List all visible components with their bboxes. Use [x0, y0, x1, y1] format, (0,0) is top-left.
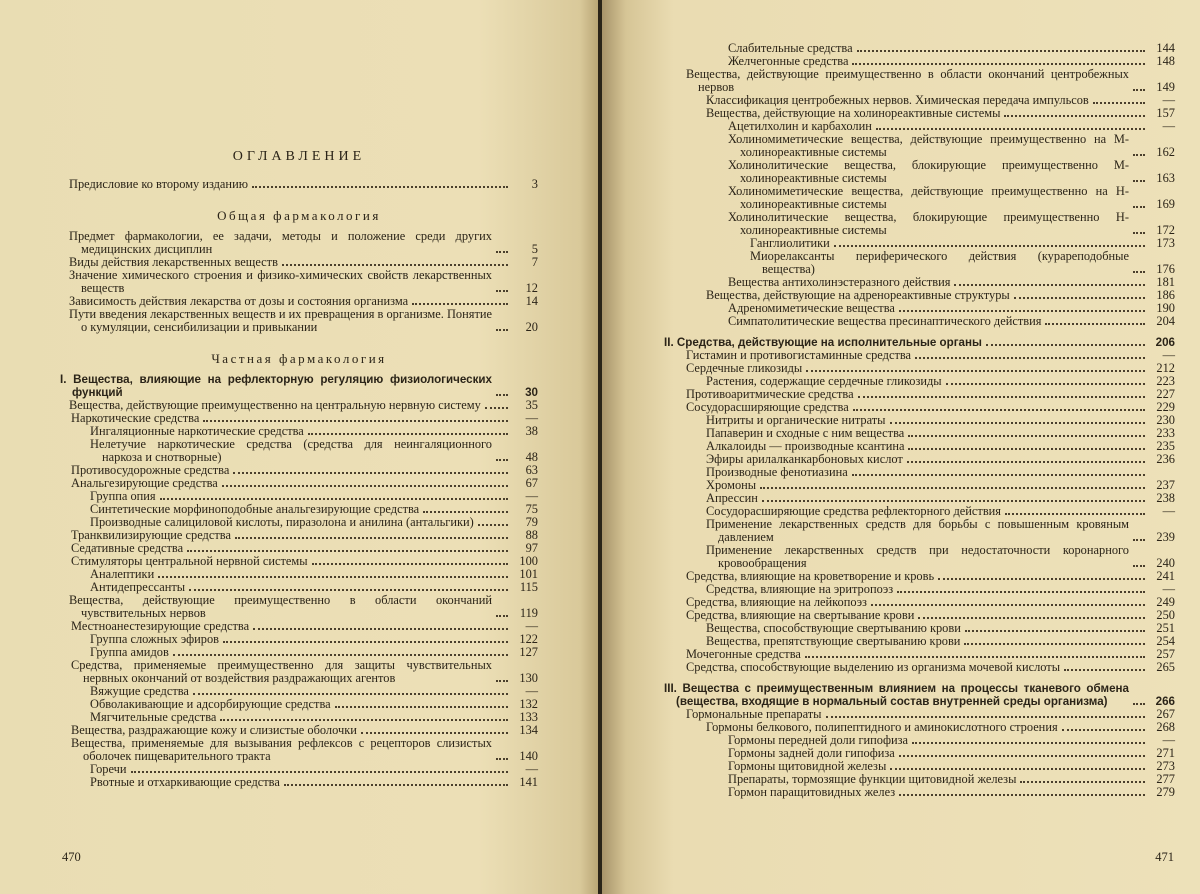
entry-page: 241 [1156, 569, 1175, 583]
dot-leader [946, 383, 1145, 385]
entry-page: — [525, 684, 538, 698]
entry-text: Наркотические средства [71, 411, 200, 425]
dot-leader [1133, 271, 1145, 273]
dot-leader [496, 290, 508, 292]
left-toc [60, 150, 538, 789]
dot-leader [222, 485, 508, 487]
entry-text: Классификация центробежных нервов. Химическая передача импульсов [706, 93, 1089, 107]
entry-text: Анальгезирующие средства [71, 476, 218, 490]
entry-text: Производные салициловой кислоты, пиразолона и анилина (антальгики) [90, 515, 474, 529]
dot-leader [485, 407, 508, 409]
dot-leader [335, 706, 508, 708]
entry-page: 100 [519, 554, 538, 568]
dot-leader [986, 344, 1145, 346]
entry-text: Адреномиметические вещества [728, 301, 895, 315]
toc-entry [69, 594, 538, 620]
dot-leader [496, 251, 508, 253]
entry-text: Группа сложных эфиров [90, 632, 219, 646]
dot-leader [423, 511, 508, 513]
entry-text: Слабительные средства [728, 41, 853, 55]
entry-text: Гистамин и противогистаминные средства [686, 348, 912, 362]
entry-text: Сосудорасширяющие средства рефлекторного действия [706, 504, 1002, 518]
toc-list-continued [664, 42, 1175, 799]
right-page [602, 0, 1200, 894]
dot-leader [760, 487, 1145, 489]
entry-page: — [525, 489, 538, 503]
dot-leader [964, 643, 1145, 645]
toc-entry [686, 661, 1175, 674]
entry-text: Средства, влияющие на свертывание крови [686, 608, 915, 622]
dot-leader [954, 284, 1145, 286]
dot-leader [834, 245, 1145, 247]
entry-page: 257 [1156, 647, 1175, 661]
dot-leader [189, 589, 508, 591]
entry-text: Стимуляторы центральной нервной системы [71, 554, 308, 568]
entry-text: Применение лекарственных средств при недостаточности коронарного кровообращения [706, 543, 1129, 570]
entry-text: Гормоны передней доли гипофиза [728, 733, 909, 747]
general-pharmacology-list [60, 230, 538, 334]
toc-entry [706, 518, 1175, 544]
dot-leader [223, 641, 508, 643]
entry-text: Симпатолитические вещества пресинаптического действия [728, 314, 1042, 328]
dot-leader [496, 394, 508, 396]
entry-page: 140 [519, 749, 538, 763]
entry-text: Вещества, способствующие свертыванию крови [706, 621, 961, 635]
dot-leader [912, 742, 1145, 744]
entry-page: 249 [1156, 595, 1175, 609]
entry-page: 157 [1156, 106, 1175, 120]
toc-part-heading [664, 682, 1175, 708]
entry-page: 268 [1156, 720, 1175, 734]
dot-leader [1014, 297, 1145, 299]
entry-page: 254 [1156, 634, 1175, 648]
dot-leader [938, 578, 1145, 580]
dot-leader [876, 128, 1145, 130]
entry-text: Седативные средства [71, 541, 184, 555]
entry-text: Предисловие ко второму изданию [69, 177, 248, 191]
entry-page: 141 [519, 775, 538, 789]
dot-leader [1062, 729, 1145, 731]
dot-leader [1093, 102, 1145, 104]
dot-leader [899, 755, 1145, 757]
dot-leader [852, 63, 1145, 65]
toc-entry [90, 776, 538, 789]
dot-leader [233, 472, 508, 474]
entry-page: 181 [1156, 275, 1175, 289]
dot-leader [496, 615, 508, 617]
dot-leader [1133, 180, 1145, 182]
entry-text: Миорелаксанты периферического действия (курареподобные вещества) [750, 249, 1129, 276]
entry-text: Холиномиметические вещества, действующие преимущественно на Н-холинореактивные системы [728, 184, 1129, 211]
dot-leader [220, 719, 508, 721]
dot-leader [187, 550, 508, 552]
entry-page: 75 [525, 502, 538, 516]
entry-page: 38 [525, 424, 538, 438]
entry-page: — [1162, 119, 1175, 133]
entry-text: Гормон паращитовидных желез [728, 785, 896, 799]
entry-text: Гормоны щитовидной железы [728, 759, 887, 773]
toc-entry [69, 308, 538, 334]
dot-leader [762, 500, 1145, 502]
dot-leader [899, 310, 1145, 312]
entry-page: 162 [1156, 145, 1175, 159]
page-number-right: 471 [1155, 850, 1174, 864]
toc-entry [706, 479, 1175, 492]
entry-page: 212 [1156, 361, 1175, 375]
entry-text: Нелетучие наркотические средства (средства для неингаляционного наркоза и снотворные) [90, 437, 492, 464]
entry-page: 67 [525, 476, 538, 490]
dot-leader [852, 474, 1145, 476]
entry-text: Средства, влияющие на кроветворение и кровь [686, 569, 935, 583]
entry-page: 5 [531, 242, 538, 256]
entry-page: — [1162, 582, 1175, 596]
entry-page: 88 [525, 528, 538, 542]
dot-leader [253, 628, 508, 630]
entry-text: Ацетилхолин и карбахолин [728, 119, 872, 133]
section-heading-general: Общая фармакология [217, 208, 381, 223]
entry-text: Антидепрессанты [90, 580, 186, 594]
entry-page: 173 [1156, 236, 1175, 250]
dot-leader [412, 303, 508, 305]
toc-title: ОГЛАВЛЕНИЕ [232, 149, 366, 164]
entry-text: Средства, влияющие на эритропоэз [706, 582, 894, 596]
dot-leader [858, 396, 1145, 398]
entry-page: 3 [531, 177, 538, 191]
right-toc [664, 42, 1175, 799]
entry-text: Вещества, раздражающие кожу и слизистые оболочки [71, 723, 357, 737]
toc-entry [686, 68, 1175, 94]
dot-leader [965, 630, 1145, 632]
entry-page: 236 [1156, 452, 1175, 466]
entry-text: Значение химического строения и физико-химических свойств лекарственных веществ [69, 268, 492, 295]
entry-page: 97 [525, 541, 538, 555]
entry-page: 233 [1156, 426, 1175, 440]
dot-leader [899, 794, 1145, 796]
entry-page: 240 [1156, 556, 1175, 570]
entry-text: Гормональные препараты [686, 707, 822, 721]
entry-text: Холиномиметические вещества, действующие преимущественно на М-холинореактивные системы [728, 132, 1129, 159]
entry-page: 277 [1156, 772, 1175, 786]
dot-leader [918, 617, 1145, 619]
dot-leader [908, 448, 1145, 450]
entry-page: 271 [1156, 746, 1175, 760]
entry-page: 48 [525, 450, 538, 464]
entry-page: 227 [1156, 387, 1175, 401]
entry-text: Обволакивающие и адсорбирующие средства [90, 697, 331, 711]
dot-leader [1133, 206, 1145, 208]
entry-page: — [1162, 733, 1175, 747]
entry-page: 265 [1156, 660, 1175, 674]
dot-leader [361, 732, 508, 734]
entry-text: Группа опия [90, 489, 156, 503]
dot-leader [1133, 703, 1145, 705]
entry-text: Синтетические морфиноподобные анальгезирующие средства [90, 502, 420, 516]
entry-text: III. Вещества с преимущественным влиянием на процессы тканевого обмена (вещества, входящие в нормальный состав внутренней среды организма) [664, 682, 1129, 708]
toc-entry [71, 659, 538, 685]
dot-leader [284, 784, 508, 786]
entry-text: Вещества, применяемые для вызывания рефлексов с рецепторов слизистых оболочек пищеварительного тракта [71, 736, 492, 763]
entry-page: 238 [1156, 491, 1175, 505]
entry-page: — [525, 411, 538, 425]
entry-page: 237 [1156, 478, 1175, 492]
entry-text: Противоаритмические средства [686, 387, 854, 401]
entry-page: 230 [1156, 413, 1175, 427]
entry-page: 132 [519, 697, 538, 711]
entry-page: 163 [1156, 171, 1175, 185]
dot-leader [173, 654, 508, 656]
entry-text: Группа амидов [90, 645, 169, 659]
entry-page: 250 [1156, 608, 1175, 622]
entry-page: 176 [1156, 262, 1175, 276]
entry-page: 130 [519, 671, 538, 685]
toc-entry [90, 438, 538, 464]
entry-page: 101 [519, 567, 538, 581]
entry-text: Вяжущие средства [90, 684, 189, 698]
entry-page: 206 [1155, 336, 1175, 349]
left-page [0, 0, 598, 894]
entry-text: Предмет фармакологии, ее задачи, методы и положение среди других медицинских дисциплин [69, 229, 492, 256]
entry-text: Нитриты и органические нитраты [706, 413, 886, 427]
dot-leader [805, 656, 1145, 658]
dot-leader [897, 591, 1145, 593]
dot-leader [871, 604, 1145, 606]
dot-leader [496, 758, 508, 760]
entry-page: 20 [525, 320, 538, 334]
dot-leader [1004, 115, 1145, 117]
entry-page: 251 [1156, 621, 1175, 635]
dot-leader [282, 264, 508, 266]
dot-leader [478, 524, 508, 526]
entry-text: Вещества, действующие преимущественно в области окончаний чувствительных нервов [69, 593, 492, 620]
entry-text: Производные фенотиазина [706, 465, 848, 479]
dot-leader [131, 771, 508, 773]
entry-text: Горечи [90, 762, 127, 776]
entry-page: 172 [1156, 223, 1175, 237]
dot-leader [1020, 781, 1145, 783]
dot-leader [890, 768, 1145, 770]
toc-entry [728, 786, 1175, 799]
dot-leader [1133, 539, 1145, 541]
entry-text: Аналептики [90, 567, 155, 581]
entry-text: Алкалоиды — производные ксантина [706, 439, 905, 453]
entry-page: 35 [525, 398, 538, 412]
entry-text: Папаверин и сходные с ним вещества [706, 426, 905, 440]
entry-text: Транквилизирующие средства [71, 528, 231, 542]
entry-text: Ингаляционные наркотические средства [90, 424, 304, 438]
dot-leader [857, 50, 1145, 52]
entry-page: 148 [1156, 54, 1175, 68]
special-pharmacology-list [60, 373, 538, 789]
dot-leader [915, 357, 1145, 359]
entry-text: Препараты, тормозящие функции щитовидной железы [728, 772, 1017, 786]
entry-page: 149 [1156, 80, 1175, 94]
entry-text: Хромоны [706, 478, 757, 492]
entry-page: — [1162, 348, 1175, 362]
entry-text: Холинолитические вещества, блокирующие преимущественно Н-холинореактивные системы [728, 210, 1129, 237]
entry-page: 279 [1156, 785, 1175, 799]
entry-page: 186 [1156, 288, 1175, 302]
entry-page: 223 [1156, 374, 1175, 388]
toc-entry [728, 133, 1175, 159]
dot-leader [312, 563, 508, 565]
entry-text: Противосудорожные средства [71, 463, 230, 477]
entry-text: Вещества, препятствующие свертыванию крови [706, 634, 961, 648]
entry-page: 267 [1156, 707, 1175, 721]
entry-text: I. Вещества, влияющие на рефлекторную регуляцию физиологических функций [60, 373, 492, 399]
dot-leader [1133, 565, 1145, 567]
entry-text: Вещества, действующие преимущественно на центральную нервную систему [69, 398, 481, 412]
entry-page: 79 [525, 515, 538, 529]
dot-leader [235, 537, 508, 539]
entry-text: Ганглиолитики [750, 236, 830, 250]
entry-text: Вещества антихолинэстеразного действия [728, 275, 951, 289]
entry-page: 63 [525, 463, 538, 477]
dot-leader [496, 680, 508, 682]
entry-text: Гормоны белкового, полипептидного и аминокислотного строения [706, 720, 1058, 734]
entry-page: 14 [525, 294, 538, 308]
section-heading-special: Частная фармакология [211, 351, 387, 366]
toc-entry [706, 466, 1175, 479]
entry-page: 30 [525, 386, 538, 399]
dot-leader [907, 461, 1145, 463]
entry-text: Местноанестезирующие средства [71, 619, 250, 633]
entry-page: — [1162, 93, 1175, 107]
entry-text: Вещества, действующие на адренореактивные структуры [706, 288, 1010, 302]
dot-leader [203, 420, 508, 422]
entry-text: Желчегонные средства [728, 54, 849, 68]
dot-leader [806, 370, 1145, 372]
entry-page: — [525, 762, 538, 776]
entry-text: Апрессин [706, 491, 758, 505]
entry-page: 144 [1156, 41, 1175, 55]
entry-page: 122 [519, 632, 538, 646]
entry-page: 115 [519, 580, 538, 594]
dot-leader [308, 433, 508, 435]
entry-page: 12 [525, 281, 538, 295]
entry-text: II. Средства, действующие на исполнительные органы [664, 336, 982, 349]
entry-page: 169 [1156, 197, 1175, 211]
entry-page: 204 [1156, 314, 1175, 328]
entry-page: — [525, 619, 538, 633]
entry-text: Пути введения лекарственных веществ и их превращения в организме. Понятие о кумуляции, сенсибилизации и привыкании [69, 307, 492, 334]
dot-leader [1133, 232, 1145, 234]
entry-text: Гормоны задней доли гипофиза [728, 746, 895, 760]
dot-leader [252, 186, 508, 188]
dot-leader [160, 498, 508, 500]
toc-entry [69, 269, 538, 295]
toc-entry [728, 211, 1175, 237]
entry-text: Вещества, действующие на холинореактивные системы [706, 106, 1001, 120]
dot-leader [908, 435, 1145, 437]
entry-page: 235 [1156, 439, 1175, 453]
dot-leader [1005, 513, 1145, 515]
dot-leader [1045, 323, 1145, 325]
entry-text: Сосудорасширяющие средства [686, 400, 849, 414]
entry-page: 127 [519, 645, 538, 659]
entry-text: Холинолитические вещества, блокирующие преимущественно М-холинореактивные системы [728, 158, 1129, 185]
toc-entry [728, 185, 1175, 211]
dot-leader [853, 409, 1145, 411]
entry-page: 133 [519, 710, 538, 724]
toc-entry [750, 250, 1175, 276]
entry-text: Растения, содержащие сердечные гликозиды [706, 374, 942, 388]
toc-part-heading [60, 373, 538, 399]
entry-page: 266 [1155, 695, 1175, 708]
toc-entry-preface [69, 178, 538, 191]
entry-text: Рвотные и отхаркивающие средства [90, 775, 280, 789]
entry-page: — [1162, 504, 1175, 518]
entry-page: 229 [1156, 400, 1175, 414]
dot-leader [1064, 669, 1145, 671]
entry-text: Мочегонные средства [686, 647, 801, 661]
entry-text: Эфиры арилалканкарбоновых кислот [706, 452, 903, 466]
dot-leader [496, 329, 508, 331]
entry-text: Применение лекарственных средств для борьбы с повышенным кровяным давлением [706, 517, 1129, 544]
entry-text: Средства, применяемые преимущественно для защиты чувствительных нервных окончаний от воздействия раздражающих агентов [71, 658, 492, 685]
dot-leader [496, 459, 508, 461]
dot-leader [1133, 154, 1145, 156]
entry-text: Вещества, действующие преимущественно в области окончаний центробежных нервов [686, 67, 1129, 94]
entry-page: 119 [519, 606, 538, 620]
entry-text: Зависимость действия лекарства от дозы и состояния организма [69, 294, 409, 308]
dot-leader [890, 422, 1145, 424]
entry-page: 134 [519, 723, 538, 737]
entry-text: Средства, способствующие выделению из организма мочевой кислоты [686, 660, 1061, 674]
dot-leader [158, 576, 508, 578]
entry-text: Сердечные гликозиды [686, 361, 803, 375]
dot-leader [1133, 89, 1145, 91]
entry-page: 239 [1156, 530, 1175, 544]
dot-leader [193, 693, 508, 695]
entry-page: 7 [531, 255, 538, 269]
entry-page: 273 [1156, 759, 1175, 773]
entry-text: Виды действия лекарственных веществ [69, 255, 278, 269]
entry-page: 190 [1156, 301, 1175, 315]
toc-entry [69, 230, 538, 256]
page-number-left: 470 [62, 850, 81, 864]
toc-entry [728, 315, 1175, 328]
toc-entry [71, 737, 538, 763]
entry-text: Средства, влияющие на лейкопоэз [686, 595, 867, 609]
toc-entry [728, 159, 1175, 185]
entry-text: Мягчительные средства [90, 710, 217, 724]
toc-entry [706, 544, 1175, 570]
dot-leader [826, 716, 1145, 718]
